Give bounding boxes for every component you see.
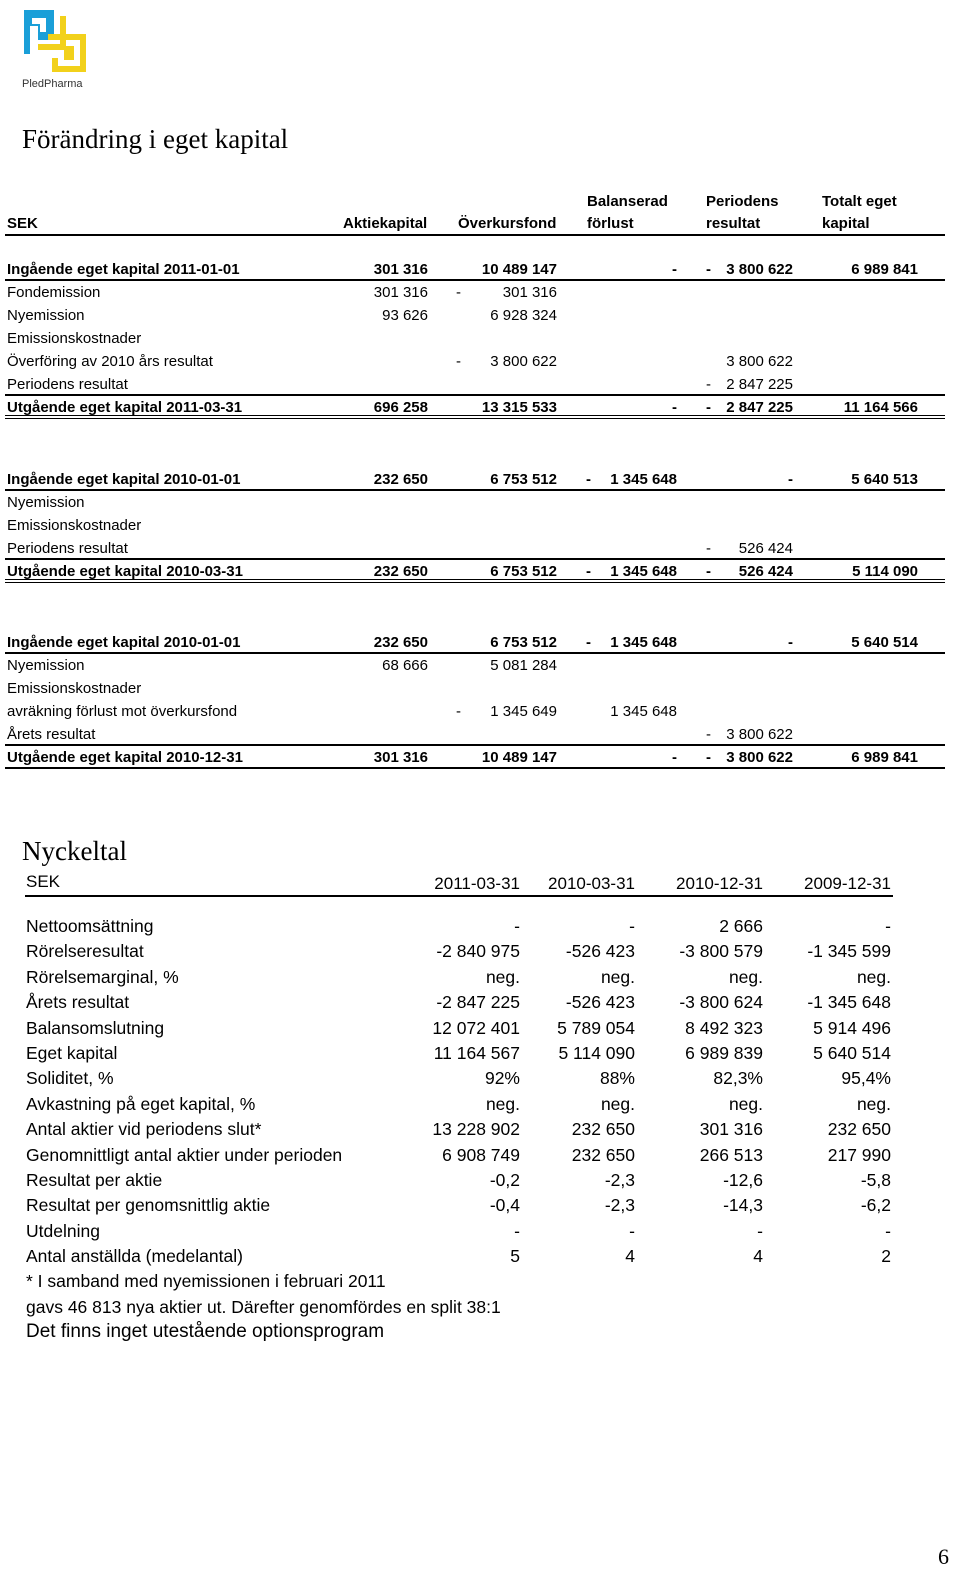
column-2010-03-31: 2010-03-31 bbox=[548, 874, 635, 893]
table-row bbox=[5, 560, 945, 583]
row-label: Balansomslutning bbox=[26, 1017, 165, 1038]
row-label: Årets resultat bbox=[26, 992, 130, 1013]
value-cell: 95,4% bbox=[841, 1068, 891, 1089]
value-cell: 12 072 401 bbox=[432, 1017, 520, 1038]
key-figures-table bbox=[25, 914, 893, 1269]
header-forlust: förlust bbox=[587, 215, 634, 232]
value-cell: 5 789 054 bbox=[557, 1017, 635, 1038]
cell-over: 1 345 649 bbox=[490, 703, 557, 720]
cell-per: - bbox=[788, 634, 793, 651]
table-row bbox=[5, 350, 945, 373]
cell-per: 526 424 bbox=[738, 563, 793, 580]
table-row bbox=[25, 914, 893, 939]
cell-label: Årets resultat bbox=[7, 726, 96, 743]
row-label: Rörelsemarginal, % bbox=[26, 966, 179, 987]
value-cell: -0,2 bbox=[489, 1169, 520, 1190]
cell-label: Nyemission bbox=[7, 307, 85, 324]
table-row bbox=[5, 723, 945, 746]
row-label: Genomnittligt antal aktier under perioden bbox=[26, 1144, 343, 1165]
cell-over-sign: - bbox=[456, 353, 461, 370]
value-cell: 5 114 090 bbox=[558, 1042, 635, 1063]
value-cell: 232 650 bbox=[571, 1119, 635, 1140]
cell-bal: 1 345 648 bbox=[610, 703, 677, 720]
header-kapital: kapital bbox=[822, 215, 870, 232]
cell-over: 13 315 533 bbox=[481, 399, 557, 416]
value-cell: 92% bbox=[484, 1068, 520, 1089]
table-row bbox=[5, 327, 945, 350]
key-figures-title: Nyckeltal bbox=[22, 836, 127, 866]
value-cell: -0,4 bbox=[489, 1195, 520, 1216]
cell-label: Emissionskostnader bbox=[7, 517, 142, 534]
cell-label: Periodens resultat bbox=[7, 376, 128, 393]
cell-aktie: 301 316 bbox=[373, 261, 428, 278]
cell-per: 2 847 225 bbox=[726, 376, 793, 393]
cell-over: 5 081 284 bbox=[490, 657, 557, 674]
value-cell: 13 228 902 bbox=[432, 1119, 520, 1140]
cell-per: 3 800 622 bbox=[726, 726, 793, 743]
value-cell: -12,6 bbox=[723, 1169, 763, 1190]
cell-tot: 5 640 514 bbox=[851, 634, 918, 651]
cell-per-sign: - bbox=[706, 749, 711, 766]
value-cell: neg. bbox=[600, 966, 635, 987]
header-periodens: Periodens bbox=[706, 193, 779, 210]
value-cell: 2 666 bbox=[719, 916, 763, 936]
equity-block-2010-full-year bbox=[5, 631, 945, 769]
cell-label: Utgående eget kapital 2010-12-31 bbox=[7, 749, 243, 766]
cell-label: Ingående eget kapital 2010-01-01 bbox=[7, 634, 241, 651]
logo-wordmark: PledPharma bbox=[22, 78, 83, 90]
key-figures-currency: SEK bbox=[26, 872, 61, 891]
value-cell: - bbox=[629, 1220, 635, 1241]
table-row bbox=[25, 939, 893, 964]
value-cell: 88% bbox=[599, 1068, 635, 1089]
header-currency: SEK bbox=[7, 215, 38, 232]
table-row bbox=[25, 990, 893, 1015]
cell-over: 6 753 512 bbox=[490, 471, 557, 488]
row-label: Antal aktier vid periodens slut* bbox=[26, 1119, 262, 1140]
table-row bbox=[5, 304, 945, 327]
key-figures-header bbox=[25, 872, 893, 897]
value-cell: neg. bbox=[856, 966, 891, 987]
cell-aktie: 301 316 bbox=[373, 284, 428, 301]
value-cell: -526 423 bbox=[565, 992, 635, 1013]
cell-per-sign: - bbox=[706, 563, 711, 580]
cell-per-sign: - bbox=[706, 376, 711, 393]
header-rule bbox=[5, 234, 945, 236]
value-cell: neg. bbox=[485, 966, 520, 987]
table-row bbox=[25, 965, 893, 990]
cell-aktie: 696 258 bbox=[373, 399, 428, 416]
table-row bbox=[25, 1168, 893, 1193]
cell-per: 3 800 622 bbox=[726, 353, 793, 370]
value-cell: -2,3 bbox=[604, 1169, 635, 1190]
table-row bbox=[5, 677, 945, 700]
value-cell: 82,3% bbox=[713, 1068, 763, 1089]
table-row bbox=[25, 1117, 893, 1142]
footnote-line-1: * I samband med nyemissionen i februari 2011 bbox=[26, 1271, 386, 1291]
cell-tot: 5 114 090 bbox=[852, 563, 918, 580]
value-cell: - bbox=[757, 1220, 763, 1241]
cell-aktie: 93 626 bbox=[382, 307, 428, 324]
table-row bbox=[5, 514, 945, 537]
value-cell: 5 bbox=[510, 1246, 520, 1267]
cell-per: 3 800 622 bbox=[726, 749, 793, 766]
cell-aktie: 301 316 bbox=[373, 749, 428, 766]
cell-bal: - bbox=[672, 749, 677, 766]
table-row bbox=[5, 700, 945, 723]
cell-over: 10 489 147 bbox=[481, 749, 557, 766]
cell-label: Utgående eget kapital 2010-03-31 bbox=[7, 563, 243, 580]
value-cell: neg. bbox=[728, 1093, 763, 1114]
cell-bal: 1 345 648 bbox=[610, 563, 677, 580]
cell-per: 2 847 225 bbox=[726, 399, 793, 416]
table-row bbox=[5, 654, 945, 677]
value-cell: - bbox=[514, 916, 520, 936]
value-cell: 2 bbox=[881, 1246, 891, 1267]
row-label: Resultat per genomsnittlig aktie bbox=[26, 1195, 271, 1216]
table-row bbox=[5, 396, 945, 419]
value-cell: - bbox=[514, 1220, 520, 1241]
value-cell: 5 914 496 bbox=[813, 1017, 891, 1038]
value-cell: neg. bbox=[856, 1093, 891, 1114]
row-label: Antal anställda (medelantal) bbox=[26, 1246, 243, 1267]
cell-label: Nyemission bbox=[7, 494, 85, 511]
table-row bbox=[5, 281, 945, 304]
value-cell: - bbox=[885, 916, 891, 936]
value-cell: neg. bbox=[485, 1093, 520, 1114]
cell-label: Emissionskostnader bbox=[7, 680, 142, 697]
equity-changes-title: Förändring i eget kapital bbox=[22, 124, 289, 154]
value-cell: -2 847 225 bbox=[436, 992, 520, 1013]
cell-per: 526 424 bbox=[738, 540, 793, 557]
table-row bbox=[25, 1193, 893, 1218]
table-row bbox=[5, 468, 945, 491]
value-cell: 11 164 567 bbox=[433, 1042, 520, 1063]
cell-over-sign: - bbox=[456, 703, 461, 720]
cell-label: Utgående eget kapital 2011-03-31 bbox=[7, 399, 243, 416]
cell-per-sign: - bbox=[706, 261, 711, 278]
row-label: Avkastning på eget kapital, % bbox=[26, 1093, 256, 1114]
cell-aktie: 68 666 bbox=[382, 657, 428, 674]
cell-over: 3 800 622 bbox=[490, 353, 557, 370]
value-cell: 232 650 bbox=[571, 1144, 635, 1165]
table-row bbox=[25, 1092, 893, 1117]
cell-label: Fondemission bbox=[7, 284, 101, 301]
column-2010-12-31: 2010-12-31 bbox=[676, 874, 763, 893]
cell-tot: 11 164 566 bbox=[843, 399, 918, 416]
cell-bal: 1 345 648 bbox=[610, 471, 677, 488]
cell-label: Överföring av 2010 års resultat bbox=[7, 353, 213, 370]
cell-over: 301 316 bbox=[502, 284, 557, 301]
cell-tot: 6 989 841 bbox=[851, 261, 918, 278]
cell-aktie: 232 650 bbox=[373, 634, 428, 651]
table-row bbox=[25, 1041, 893, 1066]
value-cell: neg. bbox=[600, 1093, 635, 1114]
table-row bbox=[5, 258, 945, 281]
value-cell: 6 908 749 bbox=[442, 1144, 520, 1165]
options-note: Det finns inget utestående optionsprogram bbox=[26, 1321, 385, 1342]
value-cell: -3 800 624 bbox=[679, 992, 763, 1013]
header-overkursfond: Överkursfond bbox=[458, 215, 557, 232]
value-cell: -2,3 bbox=[604, 1195, 635, 1216]
cell-aktie: 232 650 bbox=[373, 563, 428, 580]
header-aktiekapital: Aktiekapital bbox=[343, 215, 428, 232]
cell-tot: 5 640 513 bbox=[851, 471, 918, 488]
cell-bal: - bbox=[672, 399, 677, 416]
row-label: Soliditet, % bbox=[26, 1068, 114, 1089]
value-cell: -526 423 bbox=[565, 941, 635, 962]
cell-per-sign: - bbox=[706, 540, 711, 557]
table-row bbox=[25, 1143, 893, 1168]
cell-tot: 6 989 841 bbox=[851, 749, 918, 766]
value-cell: - bbox=[885, 1220, 891, 1241]
table-row bbox=[25, 1244, 893, 1269]
table-row bbox=[5, 746, 945, 769]
cell-per: 3 800 622 bbox=[726, 261, 793, 278]
table-row bbox=[25, 1219, 893, 1244]
value-cell: -2 840 975 bbox=[436, 941, 520, 962]
header-resultat: resultat bbox=[706, 215, 761, 232]
header-balanserad: Balanserad bbox=[587, 193, 668, 210]
cell-bal-sign: - bbox=[586, 471, 591, 488]
cell-over: 6 753 512 bbox=[490, 563, 557, 580]
cell-over-sign: - bbox=[456, 284, 461, 301]
cell-label: Periodens resultat bbox=[7, 540, 128, 557]
cell-over: 6 753 512 bbox=[490, 634, 557, 651]
value-cell: 232 650 bbox=[827, 1119, 891, 1140]
value-cell: 5 640 514 bbox=[813, 1042, 891, 1063]
value-cell: 8 492 323 bbox=[685, 1017, 763, 1038]
row-label: Utdelning bbox=[26, 1220, 100, 1241]
footnote-line-2: gavs 46 813 nya aktier ut. Därefter genomfördes en split 38:1 bbox=[26, 1297, 501, 1317]
value-cell: -1 345 648 bbox=[807, 992, 891, 1013]
value-cell: -1 345 599 bbox=[807, 941, 891, 962]
cell-label: Emissionskostnader bbox=[7, 330, 142, 347]
cell-label: avräkning förlust mot överkursfond bbox=[7, 703, 238, 720]
cell-over: 10 489 147 bbox=[481, 261, 557, 278]
header-totalt-eget: Totalt eget bbox=[822, 193, 897, 210]
cell-bal: 1 345 648 bbox=[610, 634, 677, 651]
value-cell: 217 990 bbox=[827, 1144, 891, 1165]
row-label: Eget kapital bbox=[26, 1042, 118, 1063]
cell-per-sign: - bbox=[706, 726, 711, 743]
cell-over: 6 928 324 bbox=[490, 307, 557, 324]
cell-label: Ingående eget kapital 2011-01-01 bbox=[7, 261, 240, 278]
cell-per: - bbox=[788, 471, 793, 488]
value-cell: 4 bbox=[625, 1246, 635, 1267]
table-row bbox=[25, 1016, 893, 1041]
value-cell: - bbox=[629, 916, 635, 936]
row-label: Nettoomsättning bbox=[26, 916, 154, 936]
equity-block-2010q1 bbox=[5, 468, 945, 583]
table-row bbox=[5, 537, 945, 560]
page-number: 6 bbox=[938, 1544, 949, 1569]
row-label: Resultat per aktie bbox=[26, 1169, 163, 1190]
equity-block-2011q1 bbox=[5, 258, 945, 419]
value-cell: -3 800 579 bbox=[679, 941, 763, 962]
cell-bal: - bbox=[672, 261, 677, 278]
cell-label: Nyemission bbox=[7, 657, 85, 674]
cell-label: Ingående eget kapital 2010-01-01 bbox=[7, 471, 241, 488]
cell-per-sign: - bbox=[706, 399, 711, 416]
cell-bal-sign: - bbox=[586, 634, 591, 651]
value-cell: neg. bbox=[728, 966, 763, 987]
table-row bbox=[25, 1066, 893, 1091]
cell-bal-sign: - bbox=[586, 563, 591, 580]
value-cell: 6 989 839 bbox=[685, 1042, 763, 1063]
table-row bbox=[5, 631, 945, 654]
row-label: Rörelseresultat bbox=[26, 941, 144, 962]
value-cell: 301 316 bbox=[699, 1119, 763, 1140]
value-cell: -14,3 bbox=[723, 1195, 763, 1216]
value-cell: -6,2 bbox=[860, 1195, 891, 1216]
value-cell: 266 513 bbox=[699, 1144, 763, 1165]
table-row bbox=[5, 491, 945, 514]
column-2009-12-31: 2009-12-31 bbox=[804, 874, 891, 893]
column-2011-03-31: 2011-03-31 bbox=[434, 874, 520, 893]
value-cell: 4 bbox=[753, 1246, 763, 1267]
cell-aktie: 232 650 bbox=[373, 471, 428, 488]
value-cell: -5,8 bbox=[860, 1169, 891, 1190]
table-row bbox=[5, 373, 945, 396]
